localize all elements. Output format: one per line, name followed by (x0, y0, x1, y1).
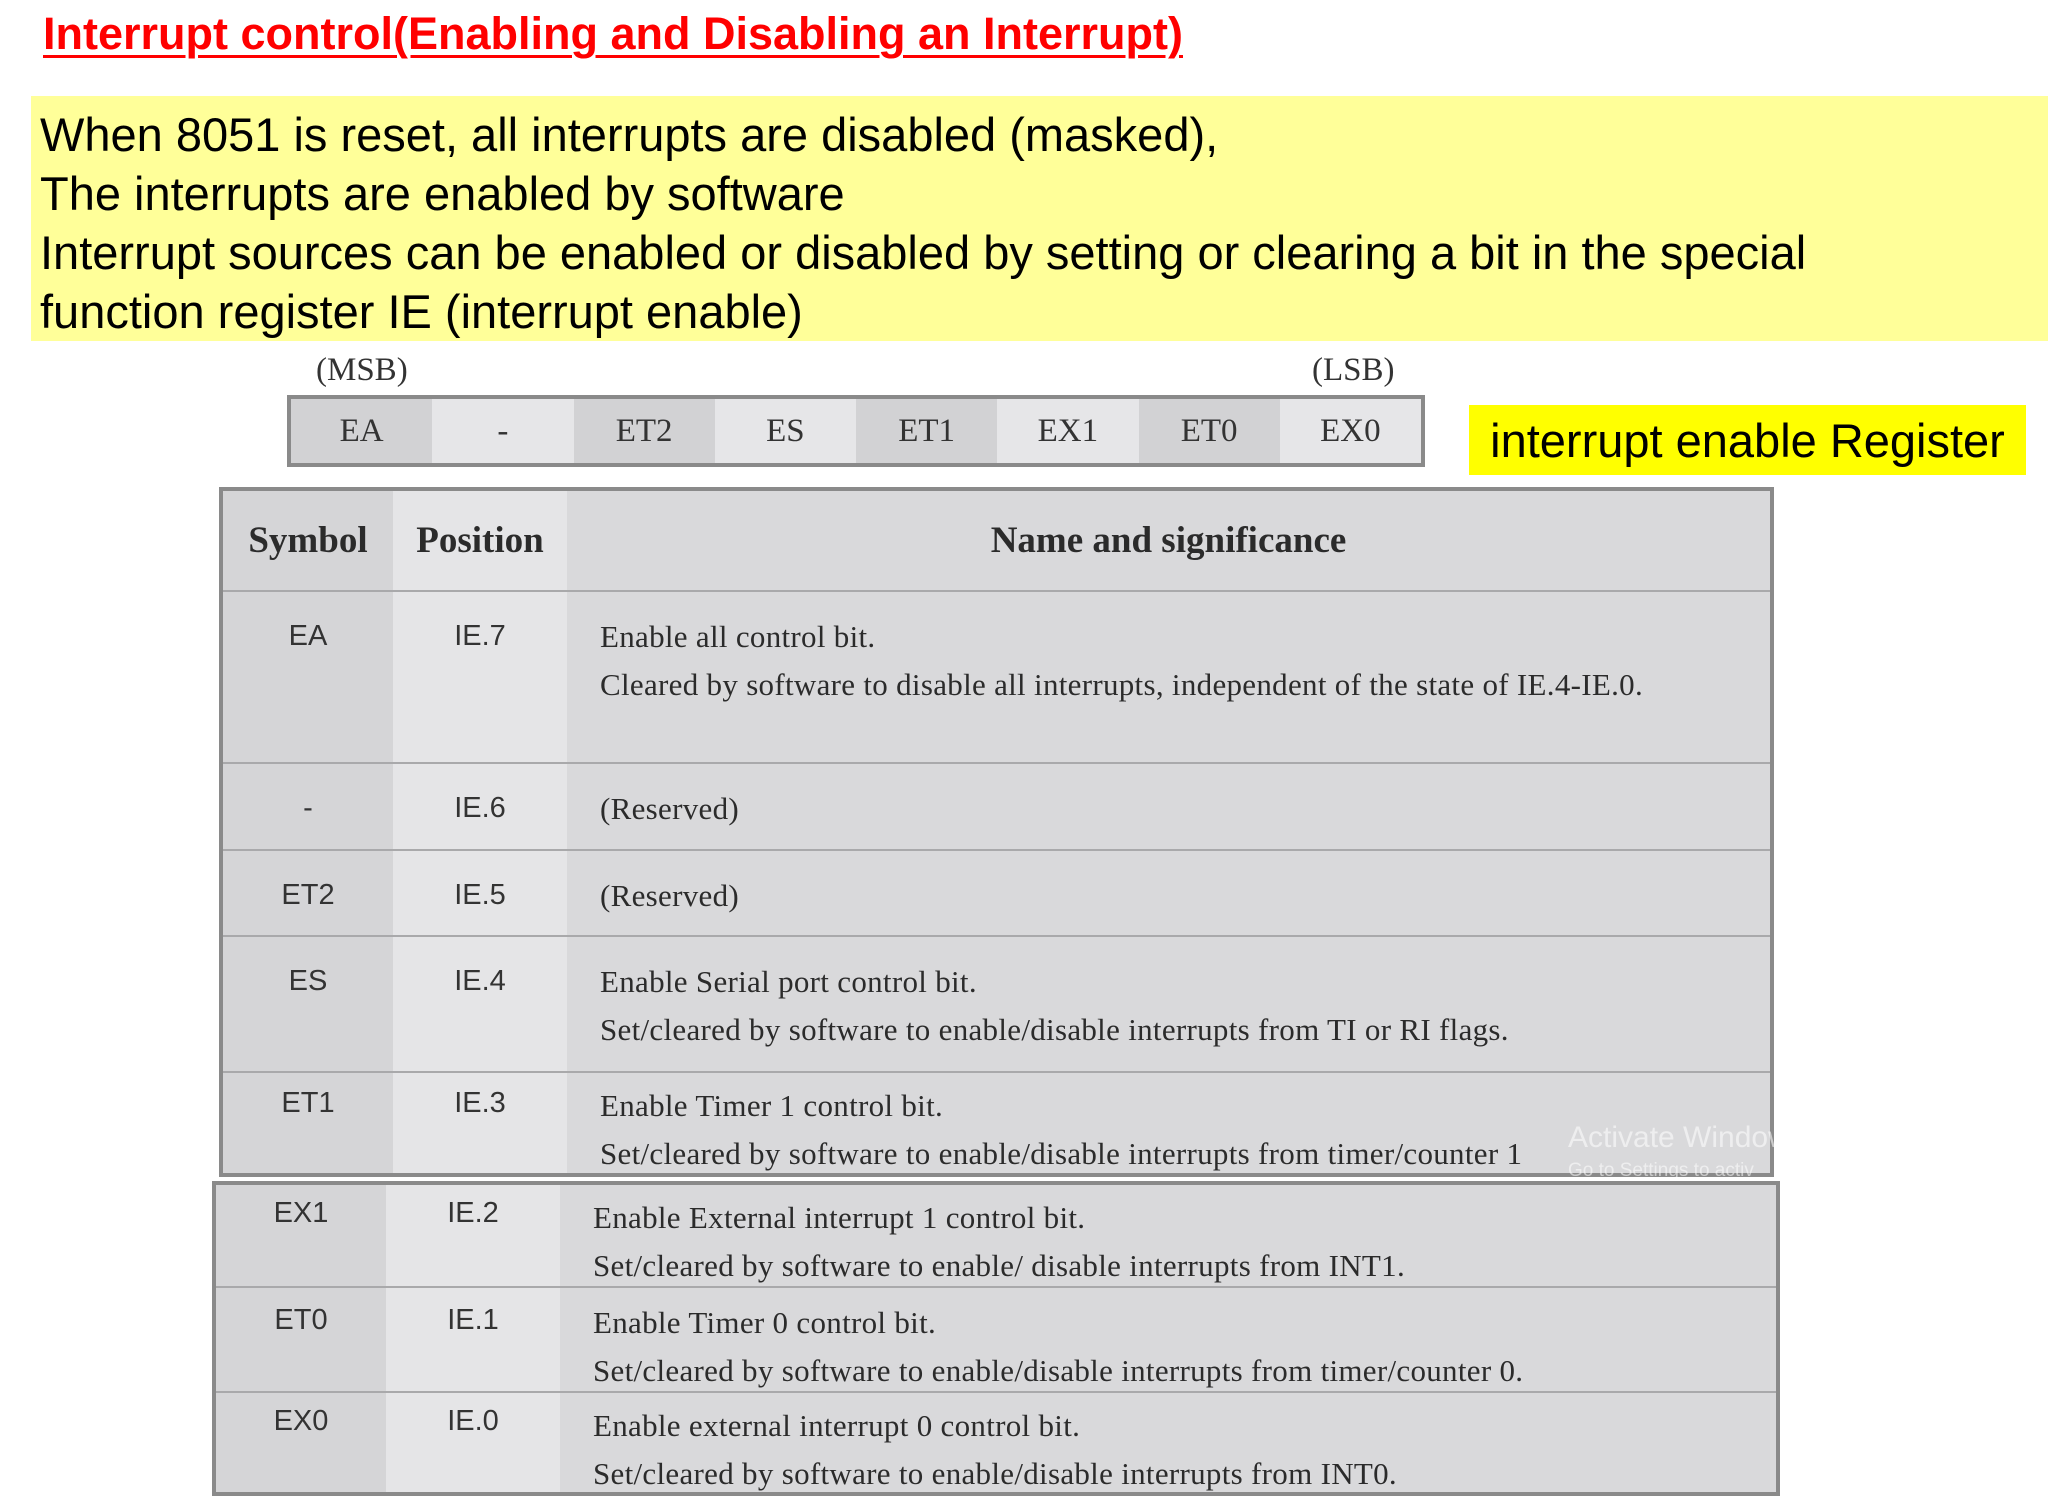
row-description-title: Enable external interrupt 0 control bit. (593, 1408, 1081, 1443)
row-symbol: EX1 (273, 1197, 329, 1229)
row-description-detail: Cleared by software to disable all interrupts, independent of the state of IE.4-IE.0. (600, 667, 1644, 702)
activate-windows-watermark: Activate Window (1568, 1121, 1790, 1154)
row-symbol: EX0 (273, 1405, 329, 1437)
table-row (223, 937, 1770, 1073)
table-row (216, 1393, 1776, 1492)
register-bit-ex0: EX0 (1280, 399, 1421, 463)
row-position: IE.6 (454, 792, 506, 824)
register-bit-reserved: - (432, 399, 573, 463)
header-symbol: Symbol (223, 491, 393, 590)
register-bit-ex1: EX1 (997, 399, 1138, 463)
row-position: IE.2 (447, 1197, 499, 1229)
page-title: Interrupt control(Enabling and Disabling an Interrupt) (43, 8, 1183, 59)
row-description-detail: Set/cleared by software to enable/ disable interrupts from INT1. (593, 1248, 1406, 1283)
row-position: IE.4 (454, 965, 506, 997)
row-description-title: Enable External interrupt 1 control bit. (593, 1200, 1086, 1235)
row-symbol: - (303, 792, 313, 824)
row-description-title: Enable all control bit. (600, 619, 876, 654)
intro-line: function register IE (interrupt enable) (40, 285, 803, 338)
intro-line: The interrupts are enabled by software (40, 167, 845, 220)
row-description-detail: Set/cleared by software to enable/disable interrupts from timer/counter 1 (600, 1136, 1523, 1171)
header-name: Name and significance (567, 491, 1770, 590)
row-description-title: Enable Serial port control bit. (600, 964, 977, 999)
intro-box (31, 96, 2048, 341)
row-description-title: (Reserved) (600, 878, 739, 913)
table-header-row (223, 491, 1770, 592)
row-symbol: ES (288, 965, 328, 997)
ie-register-diagram (287, 395, 1425, 467)
row-description-title: Enable Timer 1 control bit. (600, 1088, 944, 1123)
row-description-detail: Set/cleared by software to enable/disable interrupts from TI or RI flags. (600, 1012, 1509, 1047)
row-description-detail: Set/cleared by software to enable/disable interrupts from timer/counter 0. (593, 1353, 1524, 1388)
register-bit-ea: EA (291, 399, 432, 463)
row-description-detail: Set/cleared by software to enable/disable interrupts from INT0. (593, 1456, 1397, 1491)
msb-label: (MSB) (316, 352, 408, 388)
row-symbol: EA (288, 620, 328, 652)
row-position: IE.0 (447, 1405, 499, 1437)
activate-windows-watermark-sub: Go to Settings to activ (1568, 1160, 1754, 1181)
table-row (223, 764, 1770, 851)
table-row (223, 1073, 1770, 1173)
register-label: interrupt enable Register (1469, 405, 2026, 475)
register-bit-et0: ET0 (1139, 399, 1280, 463)
register-bit-et2: ET2 (574, 399, 715, 463)
header-position: Position (393, 491, 567, 590)
row-description-title: (Reserved) (600, 791, 739, 826)
ie-bit-table-upper (219, 487, 1774, 1177)
table-row (223, 851, 1770, 937)
register-bit-et1: ET1 (856, 399, 997, 463)
row-symbol: ET0 (274, 1304, 328, 1336)
lsb-label: (LSB) (1312, 352, 1395, 388)
row-position: IE.5 (454, 879, 506, 911)
intro-line: When 8051 is reset, all interrupts are disabled (masked), (40, 108, 1219, 161)
row-position: IE.3 (454, 1087, 506, 1119)
table-row (223, 592, 1770, 764)
intro-line: Interrupt sources can be enabled or disabled by setting or clearing a bit in the special (40, 226, 1807, 279)
ie-bit-table-lower (212, 1181, 1780, 1496)
row-description-title: Enable Timer 0 control bit. (593, 1305, 937, 1340)
row-position: IE.1 (447, 1304, 499, 1336)
table-row (216, 1288, 1776, 1393)
register-bit-es: ES (715, 399, 856, 463)
table-row (216, 1185, 1776, 1288)
row-symbol: ET1 (281, 1087, 335, 1119)
row-symbol: ET2 (281, 879, 335, 911)
row-position: IE.7 (454, 620, 506, 652)
